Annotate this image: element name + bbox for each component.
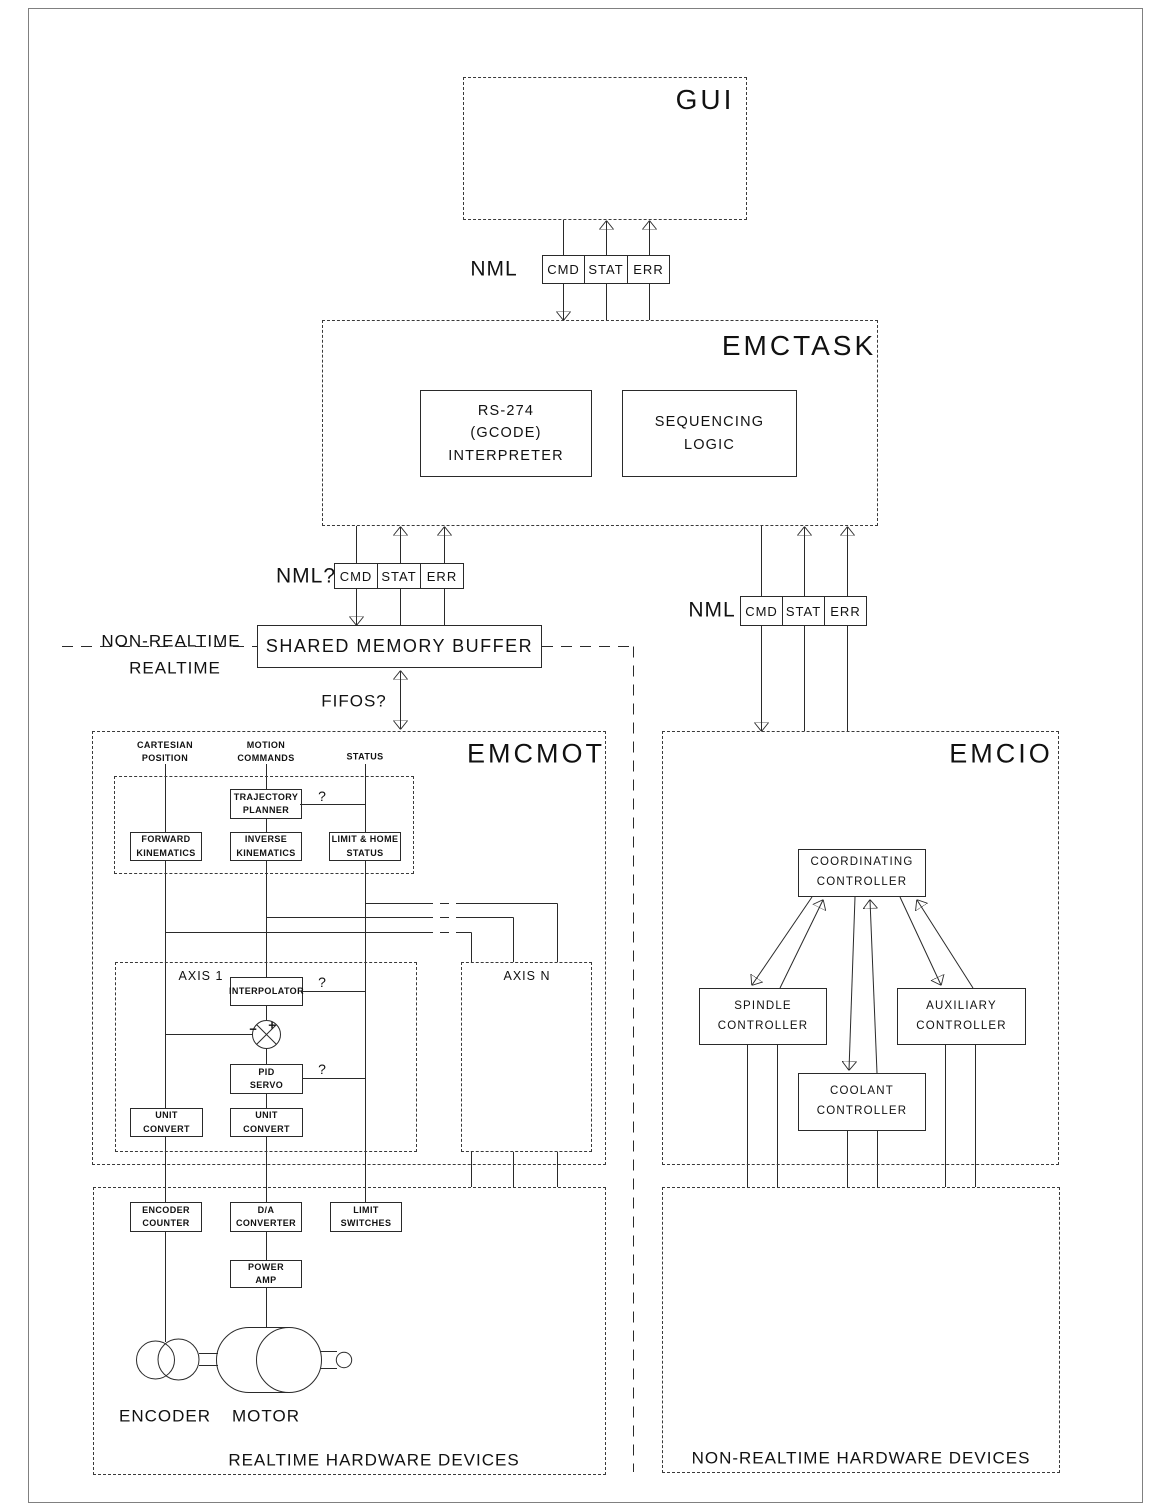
gcode-interpreter-box [420,390,592,477]
nml-io-cmd-cell: CMD [740,596,783,626]
nonrealtime-hardware-label: NON-REALTIME HARDWARE DEVICES [691,1448,1031,1468]
inverse-kinematics-box: INVERSE KINEMATICS [230,832,302,861]
spindle-controller-box: SPINDLE CONTROLLER [699,988,827,1045]
encoder-drawing-label: ENCODER [118,1406,212,1426]
nml-io-err-cell: ERR [824,596,867,626]
limit-switches-box: LIMIT SWITCHES [330,1202,402,1232]
nml-mot-channel [334,563,464,589]
nml-mot-cmd-cell: CMD [334,563,378,589]
nml-gui-channel [542,255,670,284]
status-header: STATUS [346,751,384,762]
nml-io-stat-cell: STAT [782,596,825,626]
sequencing-logic-line1: SEQUENCING [654,414,765,431]
gcode-interpreter-line3: INTERPRETER [448,447,564,464]
sequencing-logic-line2: LOGIC [683,436,736,453]
nml-io-channel [740,596,867,626]
realtime-hardware-label: REALTIME HARDWARE DEVICES [228,1450,520,1470]
unit-convert-left-box: UNIT CONVERT [130,1108,203,1137]
unit-convert-mid-box: UNIT CONVERT [230,1108,303,1137]
pid-question-mark: ? [318,1061,326,1077]
axisn-box [461,962,592,1152]
fifos-label: FIFOS? [321,691,387,711]
nml-gui-err-cell: ERR [627,255,670,284]
trajectory-planner-box: TRAJECTORY PLANNER [230,789,302,819]
emcmot-title: EMCMOT [467,738,605,769]
sequencing-logic-box [622,390,797,477]
interpolator-question-mark: ? [318,974,326,990]
nml-mot-label: NML? [275,564,337,588]
cartesian-position-header: CARTESIAN POSITION [136,739,194,763]
nml-gui-stat-cell: STAT [584,255,628,284]
nml-gui-cmd-cell: CMD [542,255,585,284]
motion-commands-header: MOTION COMMANDS [237,739,295,763]
summing-junction-plus: + [268,1017,276,1033]
encoder-counter-box: ENCODER COUNTER [130,1202,202,1232]
shared-memory-buffer-box [257,625,542,668]
gui-title: GUI [675,84,735,115]
coordinating-controller-box: COORDINATING CONTROLLER [798,849,926,897]
axis1-label: AXIS 1 [178,968,224,983]
power-amp-box: POWER AMP [230,1260,302,1288]
shared-memory-buffer-label: SHARED MEMORY BUFFER [265,636,534,656]
gcode-interpreter-line1: RS-274 [477,402,535,419]
nonrealtime-hardware-box [662,1187,1060,1473]
nml-mot-stat-cell: STAT [377,563,421,589]
nml-mot-err-cell: ERR [420,563,464,589]
realtime-divider-label: REALTIME [129,658,221,678]
nml-gui-label: NML [470,257,518,281]
coolant-controller-box: COOLANT CONTROLLER [798,1073,926,1131]
trajectory-question-mark: ? [318,788,326,804]
non-realtime-divider-label: NON-REALTIME [101,631,241,651]
limit-home-status-box: LIMIT & HOME STATUS [329,832,401,861]
da-converter-box: D/A CONVERTER [230,1202,302,1232]
axisn-label: AXIS N [503,968,551,983]
pid-servo-box: PID SERVO [230,1064,303,1094]
interpolator-box: INTERPOLATOR [230,977,303,1006]
summing-junction-minus: − [249,1021,257,1037]
auxiliary-controller-box: AUXILIARY CONTROLLER [897,988,1026,1045]
forward-kinematics-box: FORWARD KINEMATICS [130,832,202,861]
emctask-title: EMCTASK [721,330,877,361]
gcode-interpreter-line2: (GCODE) [470,425,542,442]
motor-drawing-label: MOTOR [232,1406,300,1426]
nml-io-label: NML [688,598,736,622]
emcio-title: EMCIO [949,738,1053,769]
